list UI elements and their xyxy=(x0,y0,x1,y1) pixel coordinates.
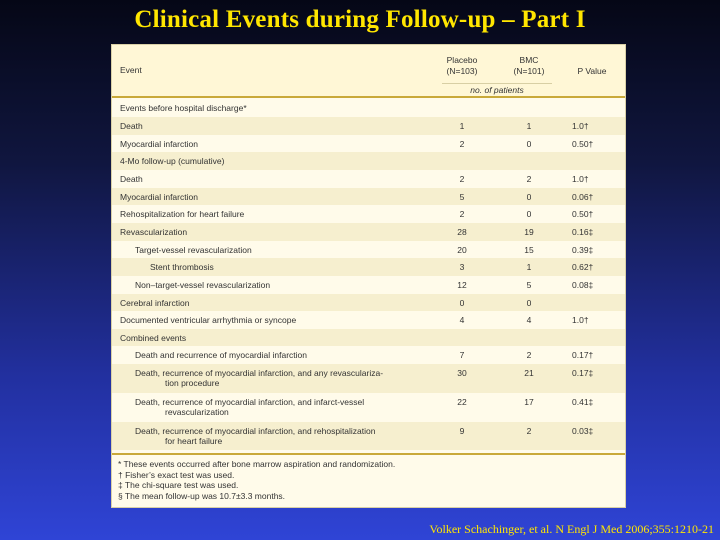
header-event: Event xyxy=(120,65,142,75)
row-placebo: 2 xyxy=(459,174,465,184)
row-placebo: 30 xyxy=(457,368,467,378)
table-row xyxy=(112,311,625,329)
table-row xyxy=(112,188,625,205)
table-row xyxy=(112,117,625,135)
table-row xyxy=(112,170,625,188)
row-event-text: Stent thrombosis xyxy=(150,262,214,272)
row-placebo: 4 xyxy=(459,315,465,325)
row-event xyxy=(135,397,364,417)
row-bmc: 0 xyxy=(526,139,532,149)
row-event-text: Death, recurrence of myocardial infarction, and infarct-vessel xyxy=(135,397,365,407)
row-event xyxy=(135,350,307,360)
row-pvalue: 0.41‡ xyxy=(572,397,594,407)
row-event xyxy=(120,192,198,202)
row-pvalue: 0.06† xyxy=(572,192,594,202)
row-bmc: 0 xyxy=(526,192,532,202)
row-pvalue: 0.39‡ xyxy=(572,245,594,255)
table-row xyxy=(112,152,625,170)
table-row xyxy=(112,364,625,393)
row-bmc: 4 xyxy=(526,315,532,325)
row-bmc: 21 xyxy=(524,368,534,378)
header-rule xyxy=(112,96,625,98)
row-bmc: 17 xyxy=(524,397,534,407)
slide-title: Clinical Events during Follow-up – Part I xyxy=(134,6,586,33)
row-event-text: Events before hospital discharge* xyxy=(120,103,247,113)
table-row xyxy=(112,258,625,276)
row-placebo: 9 xyxy=(459,426,465,436)
row-event-text-cont: tion procedure xyxy=(165,378,220,388)
row-event xyxy=(150,262,214,272)
row-bmc: 1 xyxy=(526,262,532,272)
table-row xyxy=(112,422,625,450)
row-pvalue: 0.16‡ xyxy=(572,227,594,237)
row-bmc: 2 xyxy=(526,174,532,184)
row-bmc: 19 xyxy=(524,227,534,237)
row-pvalue: 0.50† xyxy=(572,209,594,219)
row-event-text: Death xyxy=(120,174,143,184)
row-bmc: 0 xyxy=(526,298,532,308)
row-pvalue: 0.50† xyxy=(572,139,594,149)
row-event-text: Documented ventricular arrhythmia or syncope xyxy=(120,315,297,325)
citation: Volker Schachinger, et al. N Engl J Med 2006;355:1210-21 xyxy=(429,522,714,536)
row-placebo: 1 xyxy=(459,121,465,131)
row-event xyxy=(120,333,186,343)
row-placebo: 2 xyxy=(459,139,465,149)
table-row xyxy=(112,346,625,364)
row-event xyxy=(135,280,270,290)
row-event xyxy=(120,103,247,113)
table-row xyxy=(112,294,625,311)
row-event-text: Combined events xyxy=(120,333,187,343)
row-pvalue: 0.17‡ xyxy=(572,368,594,378)
row-pvalue: 1.0† xyxy=(572,315,589,325)
header-bmc: BMC xyxy=(519,55,539,65)
row-event-text: Rehospitalization for heart failure xyxy=(120,209,245,219)
footnote: § The mean follow-up was 10.7±3.3 months. xyxy=(118,490,286,501)
header-bmc-n: (N=101) xyxy=(513,66,545,76)
row-placebo: 7 xyxy=(459,350,465,360)
row-event xyxy=(120,174,143,184)
row-pvalue: 0.08‡ xyxy=(572,280,594,290)
row-bmc: 0 xyxy=(526,209,532,219)
footnote: ‡ The chi-square test was used. xyxy=(118,480,239,490)
row-event-text: Death, recurrence of myocardial infarction, and rehospitalization xyxy=(135,426,376,436)
row-event-text: Revascularization xyxy=(120,227,188,237)
footnote: * These events occurred after bone marrow aspiration and randomization. xyxy=(118,459,396,469)
row-placebo: 28 xyxy=(457,227,467,237)
row-event xyxy=(135,368,383,388)
row-event-text: Cerebral infarction xyxy=(120,298,190,308)
row-event-text-cont: for heart failure xyxy=(165,436,223,446)
row-event xyxy=(120,315,296,325)
row-pvalue: 0.17† xyxy=(572,350,594,360)
row-placebo: 0 xyxy=(459,298,465,308)
footnote: † Fisher’s exact test was used. xyxy=(118,469,235,480)
table-row xyxy=(112,135,625,152)
row-bmc: 2 xyxy=(526,350,532,360)
row-placebo: 5 xyxy=(459,192,465,202)
table-footnotes xyxy=(112,453,625,507)
row-event-text-cont: revascularization xyxy=(165,407,229,417)
table-header xyxy=(112,45,625,97)
header-placebo: Placebo xyxy=(446,55,478,65)
table-row xyxy=(112,276,625,294)
table-body xyxy=(112,99,625,450)
row-bmc: 15 xyxy=(524,245,534,255)
table-row xyxy=(112,99,625,117)
row-event xyxy=(120,139,198,149)
row-event-text: Death xyxy=(120,121,143,131)
row-bmc: 5 xyxy=(526,280,532,290)
table-row xyxy=(112,393,625,422)
row-event xyxy=(120,298,189,308)
row-pvalue: 0.03‡ xyxy=(572,426,594,436)
row-pvalue: 1.0† xyxy=(572,121,589,131)
row-event-text: Death, recurrence of myocardial infarction, and any revasculariza- xyxy=(135,368,384,378)
row-bmc: 2 xyxy=(526,426,532,436)
row-placebo: 3 xyxy=(459,262,465,272)
table-row xyxy=(112,329,625,346)
row-event-text: Myocardial infarction xyxy=(120,139,198,149)
row-event xyxy=(120,121,143,131)
table-row xyxy=(112,205,625,223)
clinical-events-table xyxy=(111,44,626,508)
row-placebo: 22 xyxy=(457,397,467,407)
row-event xyxy=(135,426,376,446)
row-event xyxy=(135,245,252,255)
row-event-text: Myocardial infarction xyxy=(120,192,198,202)
row-placebo: 12 xyxy=(457,280,467,290)
row-event-text: Death and recurrence of myocardial infarction xyxy=(135,350,307,360)
table-row xyxy=(112,241,625,258)
row-placebo: 20 xyxy=(457,245,467,255)
row-placebo: 2 xyxy=(459,209,465,219)
row-pvalue: 0.62† xyxy=(572,262,594,272)
row-event-text: 4-Mo follow-up (cumulative) xyxy=(120,156,225,166)
table-row xyxy=(112,223,625,241)
row-event xyxy=(120,156,224,166)
row-event xyxy=(120,209,244,219)
row-event-text: Non–target-vessel revascularization xyxy=(135,280,271,290)
row-bmc: 1 xyxy=(526,121,532,131)
row-event-text: Target-vessel revascularization xyxy=(135,245,252,255)
header-unit: no. of patients xyxy=(442,83,552,95)
header-placebo-n: (N=103) xyxy=(446,66,478,76)
row-event xyxy=(120,227,187,237)
header-pvalue: P Value xyxy=(577,66,607,76)
row-pvalue: 1.0† xyxy=(572,174,589,184)
